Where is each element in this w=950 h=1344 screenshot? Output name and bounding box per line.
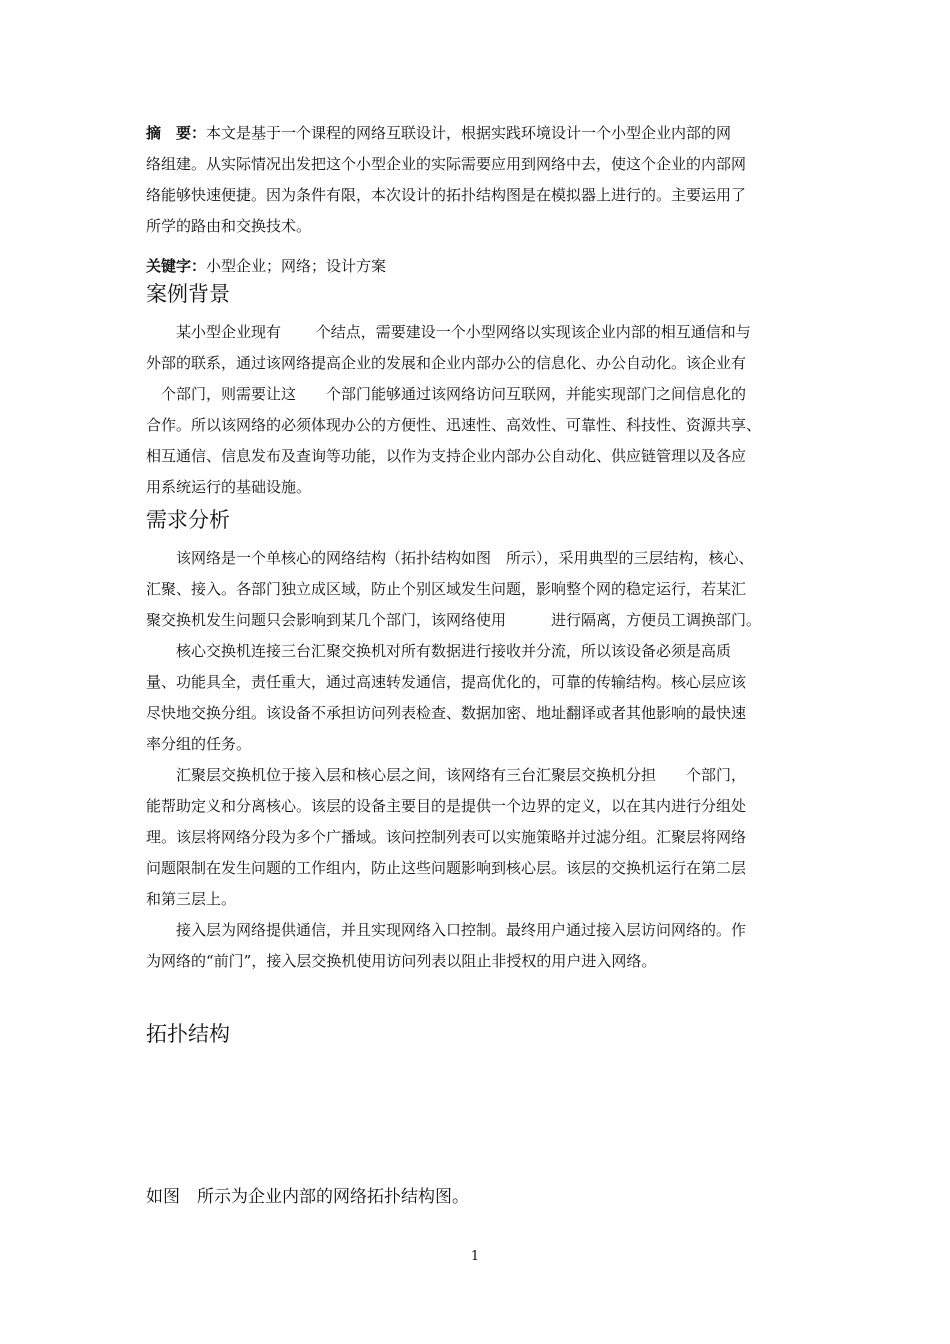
abstract-text-1: 本文是基于一个课程的网络互联设计，根据实践环境设计一个小型企业内部的网 bbox=[206, 124, 732, 142]
keywords-label: 关键字： bbox=[146, 257, 207, 275]
requirements-line: 汇聚、接入。各部门独立成区域，防止个别区域发生问题，影响整个网的稳定运行，若某汇 bbox=[146, 580, 747, 598]
section-title-requirements: 需求分析 bbox=[146, 508, 230, 532]
background-body bbox=[146, 317, 810, 503]
keywords-text: 小型企业；网络；设计方案 bbox=[206, 257, 387, 275]
requirements-line: 和第三层上。 bbox=[146, 890, 237, 908]
requirements-line: 量、功能具全，责任重大，通过高速转发通信，提高优化的，可靠的传输结构。核心层应该 bbox=[146, 673, 747, 691]
background-line: 合作。所以该网络的必须体现办公的方便性、迅速性、高效性、可靠性、科技性、资源共享、 bbox=[146, 416, 762, 434]
background-line: 相互通信、信息发布及查询等功能，以作为支持企业内部办公自动化、供应链管理以及各应 bbox=[146, 447, 747, 465]
requirements-line: 尽快地交换分组。该设备不承担访问列表检查、数据加密、地址翻译或者其他影响的最快速 bbox=[146, 704, 747, 722]
requirements-line: 核心交换机连接三台汇聚交换机对所有数据进行接收并分流，所以该设备必须是高质 bbox=[146, 642, 732, 660]
keywords-line bbox=[146, 253, 810, 279]
abstract-text-3: 络能够快速便捷。因为条件有限，本次设计的拓扑结构图是在模拟器上进行的。主要运用了 bbox=[146, 186, 747, 204]
page-number: 1 bbox=[470, 1249, 480, 1264]
requirements-line: 为网络的“前门”，接入层交换机使用访问列表以阻止非授权的用户进入网络。 bbox=[146, 952, 657, 970]
abstract-text-4: 所学的路由和交换技术。 bbox=[146, 217, 312, 235]
background-line: 某小型企业现有 个结点，需要建设一个小型网络以实现该企业内部的相互通信和与 bbox=[146, 323, 751, 341]
section-title-topology: 拓扑结构 bbox=[146, 1022, 230, 1046]
requirements-body bbox=[146, 543, 810, 977]
background-line: 用系统运行的基础设施。 bbox=[146, 478, 312, 496]
requirements-line: 该网络是一个单核心的网络结构（拓扑结构如图 所示），采用典型的三层结构，核心、 bbox=[146, 549, 754, 567]
requirements-line: 问题限制在发生问题的工作组内，防止这些问题影响到核心层。该层的交换机运行在第二层 bbox=[146, 859, 747, 877]
background-line: 个部门，则需要让这 个部门能够通过该网络访问互联网，并能实现部门之间信息化的 bbox=[146, 385, 747, 403]
requirements-line: 接入层为网络提供通信，并且实现网络入口控制。最终用户通过接入层访问网络的。作 bbox=[146, 921, 747, 939]
requirements-line: 理。该层将网络分段为多个广播域。该问控制列表可以实施策略并过滤分组。汇聚层将网络 bbox=[146, 828, 747, 846]
background-line: 外部的联系，通过该网络提高企业的发展和企业内部办公的信息化、办公自动化。该企业有 bbox=[146, 354, 747, 372]
requirements-line: 率分组的任务。 bbox=[146, 735, 252, 753]
requirements-line: 汇聚层交换机位于接入层和核心层之间，该网络有三台汇聚层交换机分担 个部门， bbox=[146, 766, 747, 784]
requirements-line: 能帮助定义和分离核心。该层的设备主要目的是提供一个边界的定义，以在其内进行分组处 bbox=[146, 797, 747, 815]
requirements-line: 聚交换机发生问题只会影响到某几个部门，该网络使用 进行隔离，方便员工调换部门。 bbox=[146, 611, 762, 629]
abstract-text-2: 络组建。从实际情况出发把这个小型企业的实际需要应用到网络中去，使这个企业的内部网 bbox=[146, 155, 747, 173]
abstract-line-1 bbox=[146, 118, 810, 149]
figure-caption: 如图 所示为企业内部的网络拓扑结构图。 bbox=[146, 1187, 469, 1207]
section-title-background: 案例背景 bbox=[146, 282, 230, 306]
abstract-block bbox=[146, 118, 810, 242]
abstract-label: 摘 要： bbox=[146, 124, 207, 142]
